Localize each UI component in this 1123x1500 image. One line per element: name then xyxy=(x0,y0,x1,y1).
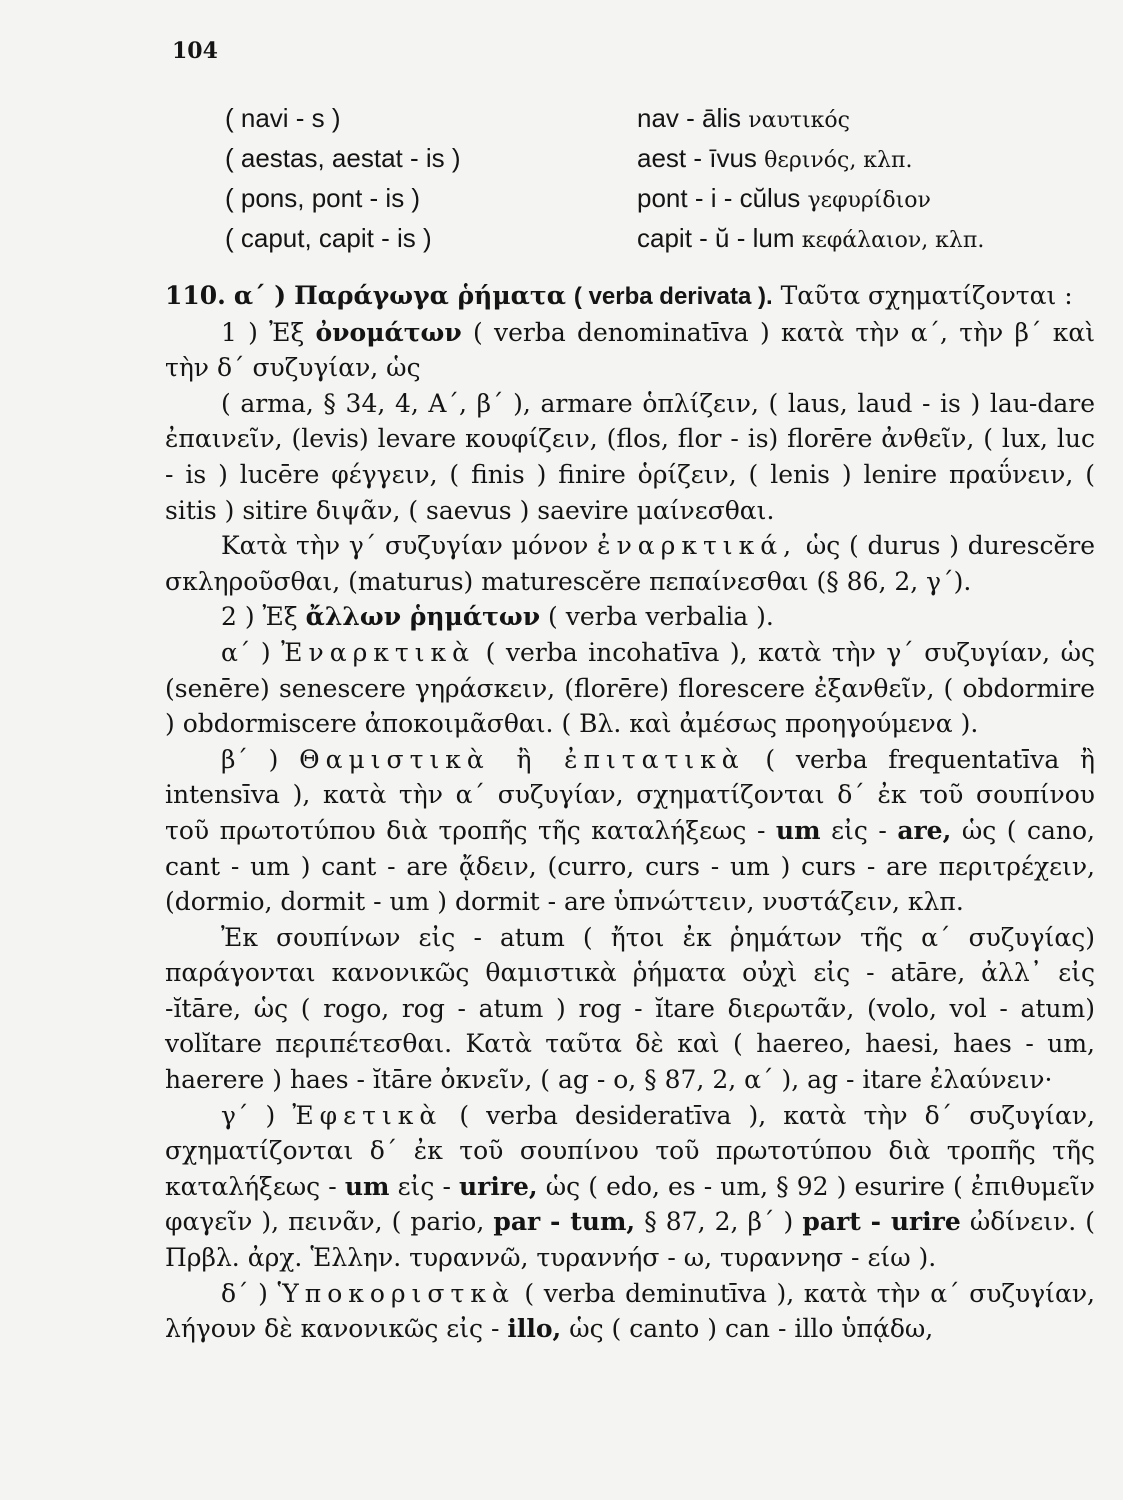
paragraph-verbalia: 2 ) Ἐξ ἄλλων ῥημάτων ( verba verbalia ). xyxy=(221,602,774,632)
example-derived: capit - ŭ - lum κεφάλαιον, κλπ. xyxy=(637,223,985,253)
example-source: ( pons, pont - is ) xyxy=(225,183,421,213)
example-derived: aest - īvus θερινός, κλπ. xyxy=(637,143,913,173)
section-number: 110. xyxy=(165,281,226,310)
section-body xyxy=(165,278,1095,1347)
paragraph-supine-atum: Ἐκ σουπίνων εἰς - atum ( ἤτοι ἐκ ῥημάτων τῆς α΄ συζυγίας) παράγονται κανονικῶς θαμιστικὰ ῥήματα οὐχὶ εἰς - atāre, ἀλλ᾿ εἰς -ĭtāre, ὡς ( rogo, rog - atum ) rog - ĭtare διερωτᾶν, (volo, vol - atum) volĭtare περιπέτεσθαι. Κατὰ ταῦτα δὲ καὶ ( haereo, haesi, haes - um, haerere ) haes - ĭtāre ὀκνεῖν, ( ag - o, § 87, 2, α΄ ), ag - itare ἐλαύνειν· xyxy=(165,922,1095,1095)
paragraph-examples-1: ( arma, § 34, 4, Α΄, β΄ ), armare ὁπλίζειν, ( laus, laud - is ) lau-dare ἐπαινεῖν, (levis) levare κουφίζειν, (flos, flor - is) florēre ἀνθεῖν, ( lux, luc - is ) lucēre φέγγειν, ( finis ) finire ὁρίζειν, ( lenis ) lenire πραΰνειν, ( sitis ) sitire διψᾶν, ( saevus ) saevire μαίνεσθαι. xyxy=(165,388,1095,525)
section-alpha: α΄ ) xyxy=(233,281,287,310)
paragraph-denominativa: 1 ) Ἐξ ὀνομάτων ( verba denominatīva ) κατὰ τὴν α΄, τὴν β΄ καὶ τὴν δ΄ συζυγίαν, ὡς xyxy=(165,317,1095,383)
section-intro: Ταῦτα σχηματίζονται : xyxy=(780,281,1073,310)
example-source: ( navi - s ) xyxy=(225,103,341,133)
example-derived: nav - ālis ναυτικός xyxy=(637,103,850,133)
paragraph-inchoative-note: Κατὰ τὴν γ΄ συζυγίαν μόνον ἐναρκτικά, ὡς ( durus ) durescĕre σκληροῦσθαι, (maturus) maturescĕre πεπαίνεσθαι (§ 86, 2, γ΄). xyxy=(165,531,1096,596)
paragraph-deminutiva: δ΄ ) Ὑποκοριστκὰ ( verba deminutīva ), κατὰ τὴν α΄ συζυγίαν, λήγουν δὲ κανονικῶς εἰς - illo, ὡς ( canto ) can - illo ὑπᾴδω, xyxy=(165,1278,1095,1344)
paragraph-frequentativa: β΄ ) Θαμιστικὰ ἢ ἐπιτατικὰ ( verba frequentatīva ἢ intensīva ), κατὰ τὴν α΄ συζυγίαν, σχηματίζονται δ΄ ἐκ τοῦ σουπίνου τοῦ πρωτοτύπου διὰ τροπῆς τῆς καταλήξεως - um εἰς - are, ὡς ( cano, cant - um ) cant - are ᾄδειν, (curro, curs - um ) curs - are περιτρέχειν, (dormio, dormit - um ) dormit - are ὑπνώττειν, νυστάζειν, κλπ. xyxy=(165,744,1095,917)
section-title-latin: ( verba derivata ). xyxy=(573,283,773,310)
section-heading xyxy=(165,278,1095,315)
paragraph-inchoativa: α΄ ) Ἐναρκτικὰ ( verba incohatīva ), κατὰ τὴν γ΄ συζυγίαν, ὡς (senēre) senescere γηράσκειν, (florēre) florescere ἐξανθεῖν, ( obdormire ) obdormiscere ἀποκοιμᾶσθαι. ( Βλ. καὶ ἀμέσως προηγούμενα ). xyxy=(165,637,1095,739)
derivation-examples-table xyxy=(225,100,984,259)
section-title-greek: Παράγωγα ῥήματα xyxy=(294,281,566,310)
example-source: ( caput, capit - is ) xyxy=(225,223,432,253)
example-source: ( aestas, aestat - is ) xyxy=(225,143,461,173)
page-number: 104 xyxy=(172,38,218,64)
example-derived: pont - i - cŭlus γεφυρίδιον xyxy=(637,183,931,213)
paragraph-desiderativa: γ΄ ) Ἐφετικὰ ( verba desideratīva ), κατὰ τὴν δ΄ συζυγίαν, σχηματίζονται δ΄ ἐκ τοῦ σουπίνου τοῦ πρωτοτύπου διὰ τροπῆς τῆς καταλήξεως - um εἰς - urire, ὡς ( edo, es - um, § 92 ) esurire ( ἐπιθυμεῖν φαγεῖν ), πεινᾶν, ( pario, par - tum, § 87, 2, β΄ ) part - urire ὠδίνειν. ( Πρβλ. ἀρχ. Ἑλλην. τυραννῶ, τυραννήσ - ω, τυραννησ - είω ). xyxy=(165,1100,1095,1273)
